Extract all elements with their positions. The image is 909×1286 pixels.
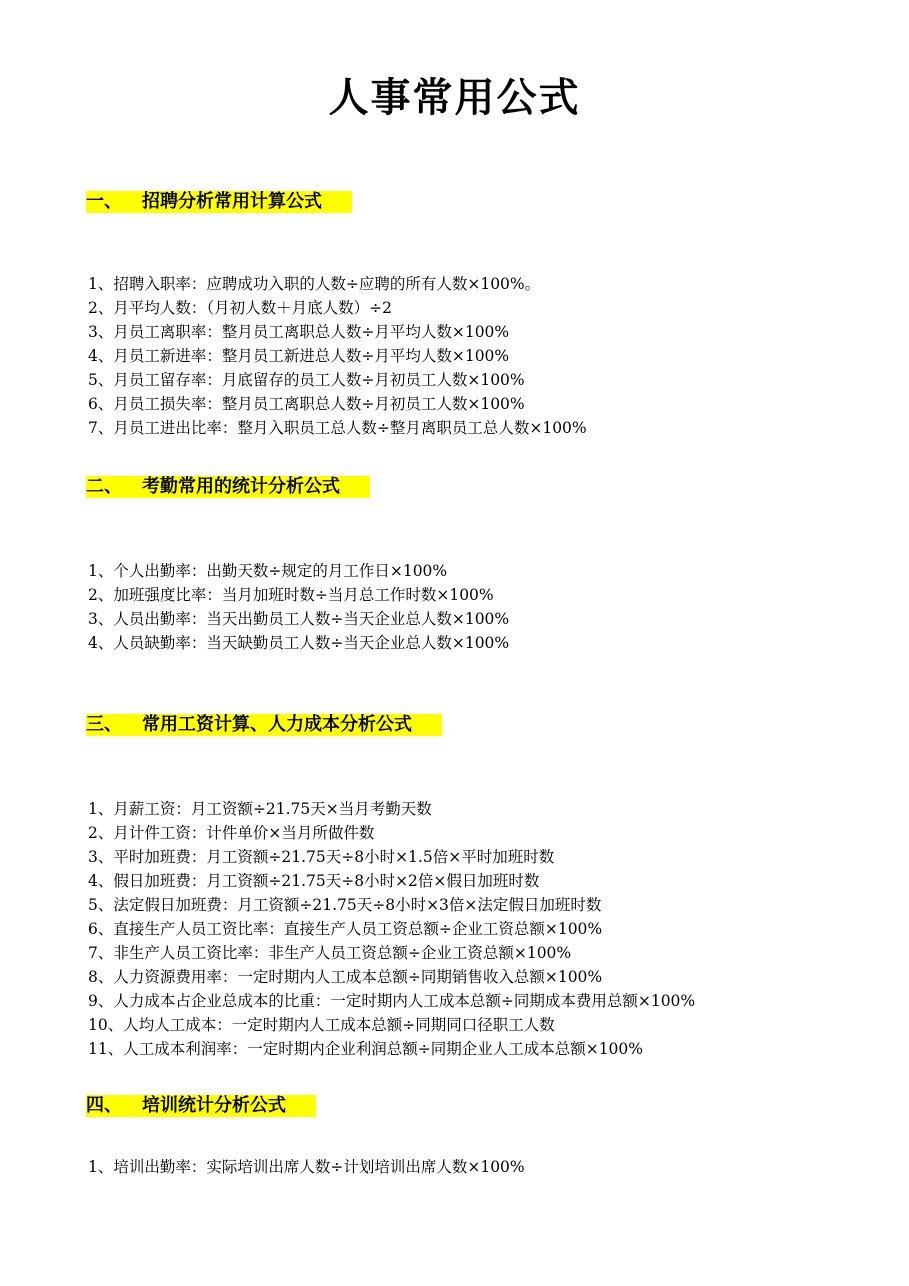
section-title: 考勤常用的统计分析公式: [142, 476, 340, 497]
section-number: 二、: [86, 476, 122, 497]
page-title: 人事常用公式: [328, 75, 581, 121]
list-item: 9、人力成本占企业总成本的比重：一定时期内人工成本总额÷同期成本费用总额×100%: [88, 992, 696, 1010]
section-number: 三、: [86, 714, 122, 735]
section-number: 一、: [86, 191, 122, 212]
training-formula-list: [88, 1155, 525, 1179]
list-item: 6、月员工损失率：整月员工离职总人数÷月初员工人数×100%: [88, 395, 525, 413]
section-heading-attendance: [86, 476, 370, 498]
list-item: 11、人工成本利润率：一定时期内企业利润总额÷同期企业人工成本总额×100%: [88, 1040, 644, 1058]
list-item: 4、假日加班费：月工资额÷21.75天÷8小时×2倍×假日加班时数: [88, 872, 540, 890]
list-item: 3、平时加班费：月工资额÷21.75天÷8小时×1.5倍×平时加班时数: [88, 848, 555, 866]
attendance-formula-list: [88, 559, 509, 655]
section-title: 培训统计分析公式: [142, 1095, 286, 1116]
list-item: 4、人员缺勤率：当天缺勤员工人数÷当天企业总人数×100%: [88, 634, 510, 652]
list-item: 3、人员出勤率：当天出勤员工人数÷当天企业总人数×100%: [88, 610, 510, 628]
list-item: 8、人力资源费用率：一定时期内人工成本总额÷同期销售收入总额×100%: [88, 968, 603, 986]
list-item: 5、法定假日加班费：月工资额÷21.75天÷8小时×3倍×法定假日加班时数: [88, 896, 602, 914]
list-item: 10、人均人工成本：一定时期内人工成本总额÷同期同口径职工人数: [88, 1016, 555, 1034]
list-item: 1、个人出勤率：出勤天数÷规定的月工作日×100%: [88, 562, 448, 580]
list-item: 2、月平均人数：（月初人数＋月底人数）÷2: [88, 299, 392, 317]
list-item: 1、培训出勤率：实际培训出席人数÷计划培训出席人数×100%: [88, 1158, 525, 1176]
list-item: 6、直接生产人员工资比率：直接生产人员工资总额÷企业工资总额×100%: [88, 920, 603, 938]
list-item: 4、月员工新进率：整月员工新进总人数÷月平均人数×100%: [88, 347, 510, 365]
list-item: 1、招聘入职率：应聘成功入职的人数÷应聘的所有人数×100%。: [88, 275, 541, 293]
recruitment-formula-list: [88, 272, 587, 440]
list-item: 7、非生产人员工资比率：非生产人员工资总额÷企业工资总额×100%: [88, 944, 572, 962]
list-item: 2、加班强度比率：当月加班时数÷当月总工作时数×100%: [88, 586, 494, 604]
section-heading-recruitment: [86, 191, 352, 213]
list-item: 3、月员工离职率：整月员工离职总人数÷月平均人数×100%: [88, 323, 510, 341]
payroll-formula-list: [88, 797, 695, 1061]
list-item: 7、月员工进出比率：整月入职员工总人数÷整月离职员工总人数×100%: [88, 419, 587, 437]
list-item: 5、月员工留存率：月底留存的员工人数÷月初员工人数×100%: [88, 371, 525, 389]
section-number: 四、: [86, 1095, 122, 1116]
section-title: 常用工资计算、人力成本分析公式: [142, 714, 412, 735]
section-heading-training: [86, 1095, 316, 1117]
section-title: 招聘分析常用计算公式: [142, 191, 322, 212]
section-heading-payroll: [86, 714, 442, 736]
list-item: 1、月薪工资：月工资额÷21.75天×当月考勤天数: [88, 800, 432, 818]
list-item: 2、月计件工资：计件单价×当月所做件数: [88, 824, 375, 842]
